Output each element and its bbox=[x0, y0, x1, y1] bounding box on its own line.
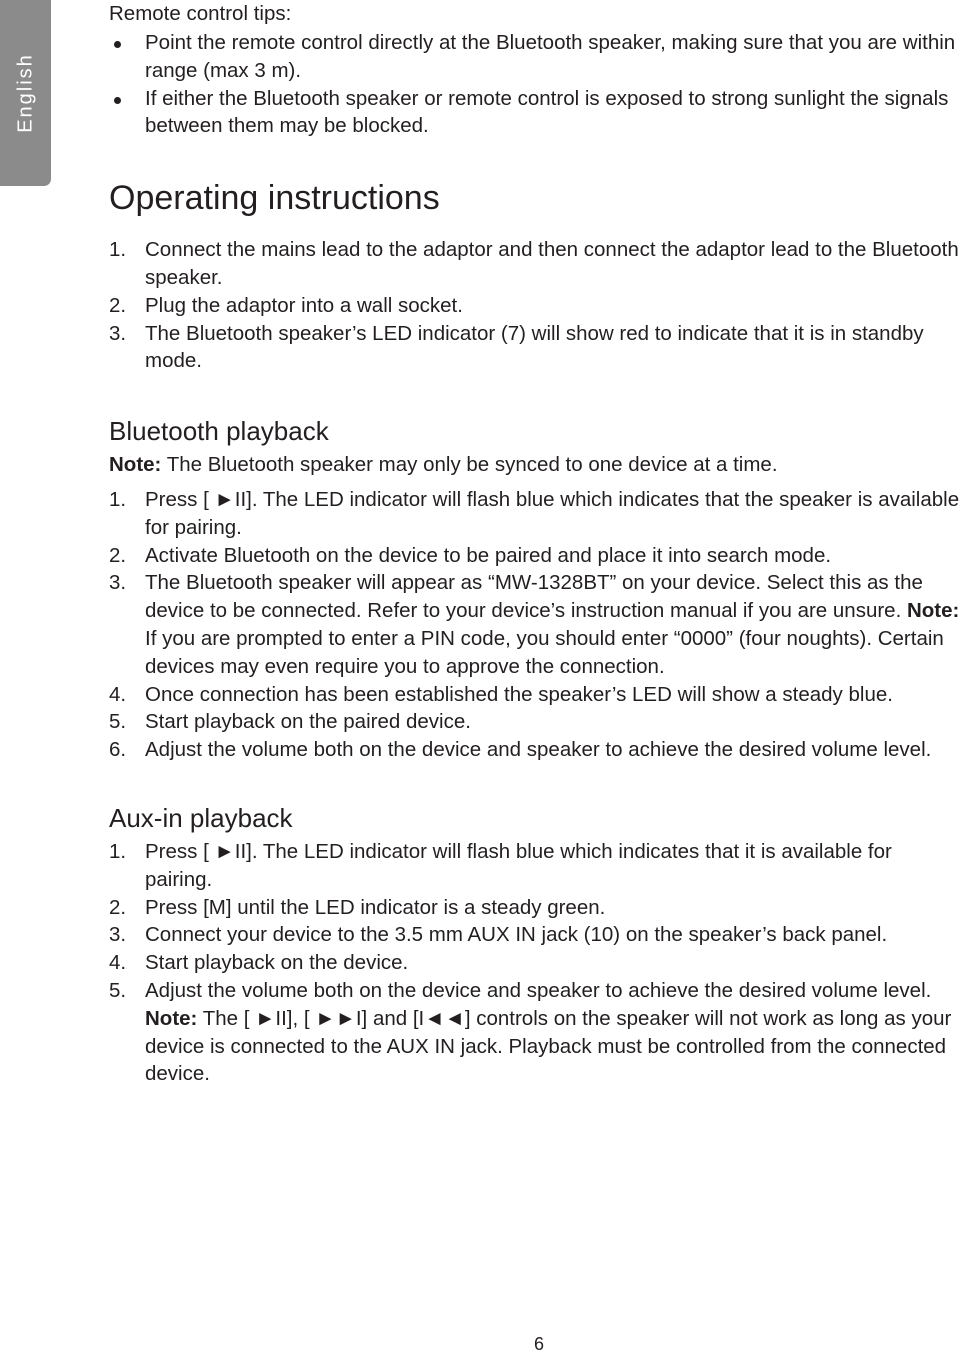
bluetooth-step bbox=[109, 736, 960, 764]
note-text: The [ ►II], [ ►►I] and [I◄◄] controls on the speaker will not work as long as your device is connected to the AUX IN jack. Playback must be controlled from the connected device. bbox=[145, 1006, 952, 1086]
step-number: 4. bbox=[109, 951, 127, 975]
aux-step bbox=[109, 838, 960, 894]
operating-step bbox=[109, 236, 960, 292]
aux-step bbox=[109, 894, 960, 922]
language-tab bbox=[0, 0, 51, 186]
operating-instructions-heading: Operating instructions bbox=[109, 179, 440, 218]
bluetooth-step bbox=[109, 708, 960, 736]
operating-steps-list bbox=[109, 236, 960, 375]
step-number: 3. bbox=[109, 923, 127, 947]
note-label: Note: bbox=[109, 453, 162, 477]
step-number: 1. bbox=[109, 487, 127, 511]
note-label: Note: bbox=[145, 1006, 198, 1030]
aux-step bbox=[109, 977, 960, 1088]
aux-steps-list bbox=[109, 838, 960, 1088]
bluetooth-steps-list bbox=[109, 486, 960, 764]
aux-note bbox=[145, 1005, 960, 1088]
aux-step bbox=[109, 921, 960, 949]
step-number: 3. bbox=[109, 321, 127, 345]
step-text: Start playback on the paired device. bbox=[145, 710, 471, 734]
remote-tips-list bbox=[109, 29, 960, 140]
bluetooth-step bbox=[109, 486, 960, 542]
remote-tips-title: Remote control tips: bbox=[109, 2, 292, 25]
step-text: Once connection has been established the speaker’s LED will show a steady blue. bbox=[145, 682, 893, 706]
bluetooth-note bbox=[109, 451, 960, 479]
step-number: 2. bbox=[109, 543, 127, 567]
step-text: Activate Bluetooth on the device to be paired and place it into search mode. bbox=[145, 543, 832, 567]
note-label: Note: bbox=[906, 599, 960, 623]
step-text: Press [ ►II]. The LED indicator will flash blue which indicates that it is available for pairing. bbox=[145, 839, 892, 891]
step-number: 2. bbox=[109, 895, 127, 919]
operating-step bbox=[109, 320, 960, 376]
step-number: 5. bbox=[109, 710, 127, 734]
language-tab-label: English bbox=[14, 53, 36, 133]
step-text: Start playback on the device. bbox=[145, 951, 409, 975]
step-text: Plug the adaptor into a wall socket. bbox=[145, 293, 463, 317]
page-content bbox=[109, 0, 960, 1088]
step-number: 1. bbox=[109, 238, 127, 262]
operating-step bbox=[109, 292, 960, 320]
step-text: Connect your device to the 3.5 mm AUX IN jack (10) on the speaker’s back panel. bbox=[145, 923, 888, 947]
step-text: Adjust the volume both on the device and speaker to achieve the desired volume level. bbox=[145, 738, 932, 762]
step-text: Connect the mains lead to the adaptor and then connect the adaptor lead to the Bluetooth speaker. bbox=[145, 238, 959, 289]
step-number: 1. bbox=[109, 839, 127, 863]
step-text: Adjust the volume both on the device and speaker to achieve the desired volume level. bbox=[145, 978, 932, 1002]
step-number: 6. bbox=[109, 738, 127, 762]
aux-step bbox=[109, 949, 960, 977]
bluetooth-step bbox=[109, 542, 960, 570]
bluetooth-step bbox=[109, 569, 960, 680]
bluetooth-step bbox=[109, 681, 960, 709]
bluetooth-playback-heading: Bluetooth playback bbox=[109, 416, 329, 447]
tip-item: If either the Bluetooth speaker or remote control is exposed to strong sunlight the signals between them may be blocked. bbox=[109, 85, 960, 141]
tip-item: Point the remote control directly at the Bluetooth speaker, making sure that you are within range (max 3 m). bbox=[109, 29, 960, 85]
step-text: The Bluetooth speaker’s LED indicator (7) will show red to indicate that it is in standby mode. bbox=[145, 321, 924, 373]
step-number: 3. bbox=[109, 571, 127, 595]
note-text: The Bluetooth speaker may only be synced to one device at a time. bbox=[161, 453, 778, 477]
step-number: 2. bbox=[109, 293, 127, 317]
step-text: The Bluetooth speaker will appear as “MW-1328BT” on your device. Select this as the device to be connected. Refer to your device’s instruction manual if you are unsure. bbox=[145, 571, 923, 623]
step-number: 5. bbox=[109, 978, 127, 1002]
step-number: 4. bbox=[109, 682, 127, 706]
aux-in-playback-heading: Aux-in playback bbox=[109, 802, 293, 833]
page-number: 6 bbox=[533, 1334, 544, 1354]
step-text: Press [ ►II]. The LED indicator will flash blue which indicates that the speaker is available for pairing. bbox=[145, 487, 960, 539]
step-text: Press [M] until the LED indicator is a steady green. bbox=[145, 895, 606, 919]
note-text: If you are prompted to enter a PIN code, you should enter “0000” (four noughts). Certain devices may even require you to approve the connection. bbox=[145, 626, 944, 678]
